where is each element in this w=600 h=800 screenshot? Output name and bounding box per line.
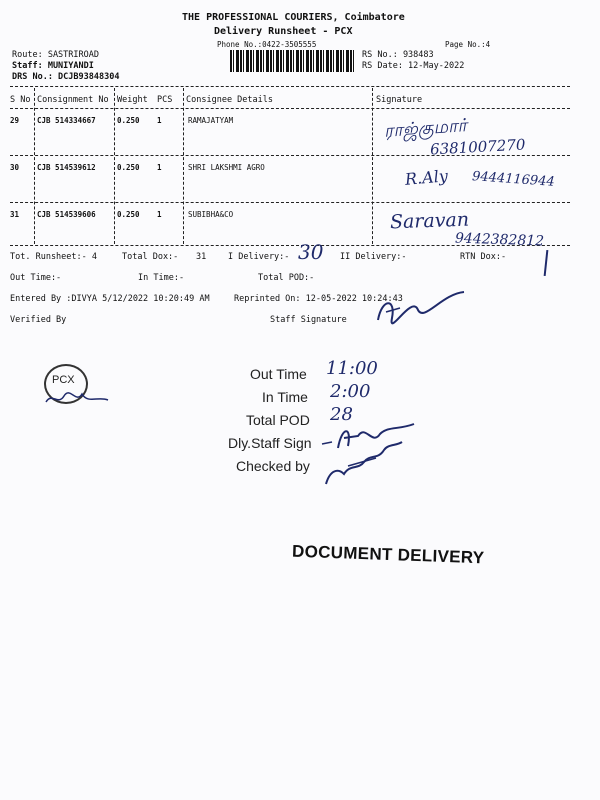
stamp-in-time-value: 2:00 xyxy=(330,381,371,402)
row-pcs: 1 xyxy=(157,116,162,125)
col-header-pcs: PCS xyxy=(157,95,173,105)
stamp-total-pod-value: 28 xyxy=(330,404,353,425)
row-phone: 9442382812 xyxy=(454,230,545,250)
row-consignment: CJB 514539606 xyxy=(37,210,96,219)
col-sep xyxy=(114,88,115,244)
stamp-initials-scribble xyxy=(42,388,112,408)
reprinted-on: Reprinted On: 12-05-2022 10:24:43 xyxy=(234,294,403,304)
row-consignment: CJB 514334667 xyxy=(37,116,96,125)
row-consignee: SUBIBHA&CO xyxy=(188,210,234,219)
phone-number: Phone No.:0422-3505555 xyxy=(217,40,317,49)
stamp-checked-by-label: Checked by xyxy=(236,458,310,474)
stamp-total-pod-label: Total POD xyxy=(246,412,310,428)
route: Route: SASTRIROAD xyxy=(12,50,99,60)
tot-runsheet: Tot. Runsheet:- 4 xyxy=(10,252,97,262)
company-name: THE PROFESSIONAL COURIERS, Coimbatore xyxy=(182,12,405,23)
runsheet-title: Delivery Runsheet - PCX xyxy=(214,26,353,37)
pen-stroke xyxy=(544,250,549,276)
row-sno: 29 xyxy=(10,116,20,125)
stamp-out-time-label: Out Time xyxy=(250,366,307,382)
total-dox-label: Total Dox:- xyxy=(122,252,179,262)
row-consignment: CJB 514539612 xyxy=(37,163,96,172)
barcode xyxy=(230,50,355,72)
rs-number: RS No.: 938483 xyxy=(362,50,434,60)
staff: Staff: MUNIYANDI xyxy=(12,61,94,71)
row-sno: 30 xyxy=(10,163,20,172)
total-dox-value: 31 xyxy=(196,252,207,262)
out-time-label: Out Time:- xyxy=(10,273,62,283)
row-signature: R.Aly xyxy=(404,166,449,189)
row-sno: 31 xyxy=(10,210,20,219)
drs-number: DRS No.: DCJB93848304 xyxy=(12,72,120,82)
row-signature: Saravan xyxy=(389,208,470,234)
row-weight: 0.250 xyxy=(117,210,140,219)
table-header-rule xyxy=(10,108,570,109)
col-sep xyxy=(183,88,184,244)
stamp-in-time-label: In Time xyxy=(262,389,308,405)
row-weight: 0.250 xyxy=(117,116,140,125)
col-header-weight: Weight xyxy=(117,95,148,105)
stamp-out-time-value: 11:00 xyxy=(326,358,378,379)
col-sep xyxy=(34,88,35,244)
row-phone: 9444116944 xyxy=(471,169,556,190)
row-phone: 6381007270 xyxy=(429,135,526,159)
rs-date: RS Date: 12-May-2022 xyxy=(362,61,465,71)
staff-signature-label: Staff Signature xyxy=(270,315,347,325)
total-pod-label: Total POD:- xyxy=(258,273,315,283)
staff-signature-scribble xyxy=(372,288,472,328)
in-time-label: In Time:- xyxy=(138,273,185,283)
document-delivery-stamp: DOCUMENT DELIVERY xyxy=(291,541,485,568)
col-sep xyxy=(372,88,373,244)
page-number: Page No.:4 xyxy=(445,40,491,49)
rtn-dox-label: RTN Dox:- xyxy=(460,252,507,262)
col-header-consignee: Consignee Details xyxy=(186,95,273,105)
ii-delivery-label: II Delivery:- xyxy=(340,252,407,262)
col-header-consignment: Consignment No xyxy=(37,95,109,105)
row-divider xyxy=(10,202,570,203)
verified-by-label: Verified By xyxy=(10,315,67,325)
i-delivery-handwritten: 30 xyxy=(298,240,324,264)
row-weight: 0.250 xyxy=(117,163,140,172)
row-pcs: 1 xyxy=(157,210,162,219)
col-header-sno: S No xyxy=(10,95,31,105)
pcx-stamp-text: PCX xyxy=(52,374,75,386)
stamp-dly-sign-label: Dly.Staff Sign xyxy=(228,435,312,451)
row-consignee: SHRI LAKSHMI AGRO xyxy=(188,163,265,172)
entered-by: Entered By :DIVYA 5/12/2022 10:20:49 AM xyxy=(10,294,210,304)
checked-by-scribble xyxy=(318,440,408,490)
row-consignee: RAMAJATYAM xyxy=(188,116,234,125)
col-header-signature: Signature xyxy=(376,95,423,105)
table-top-rule xyxy=(10,86,570,87)
row-signature: ராஜ்குமார் xyxy=(383,115,468,142)
row-pcs: 1 xyxy=(157,163,162,172)
i-delivery-label: I Delivery:- xyxy=(228,252,290,262)
